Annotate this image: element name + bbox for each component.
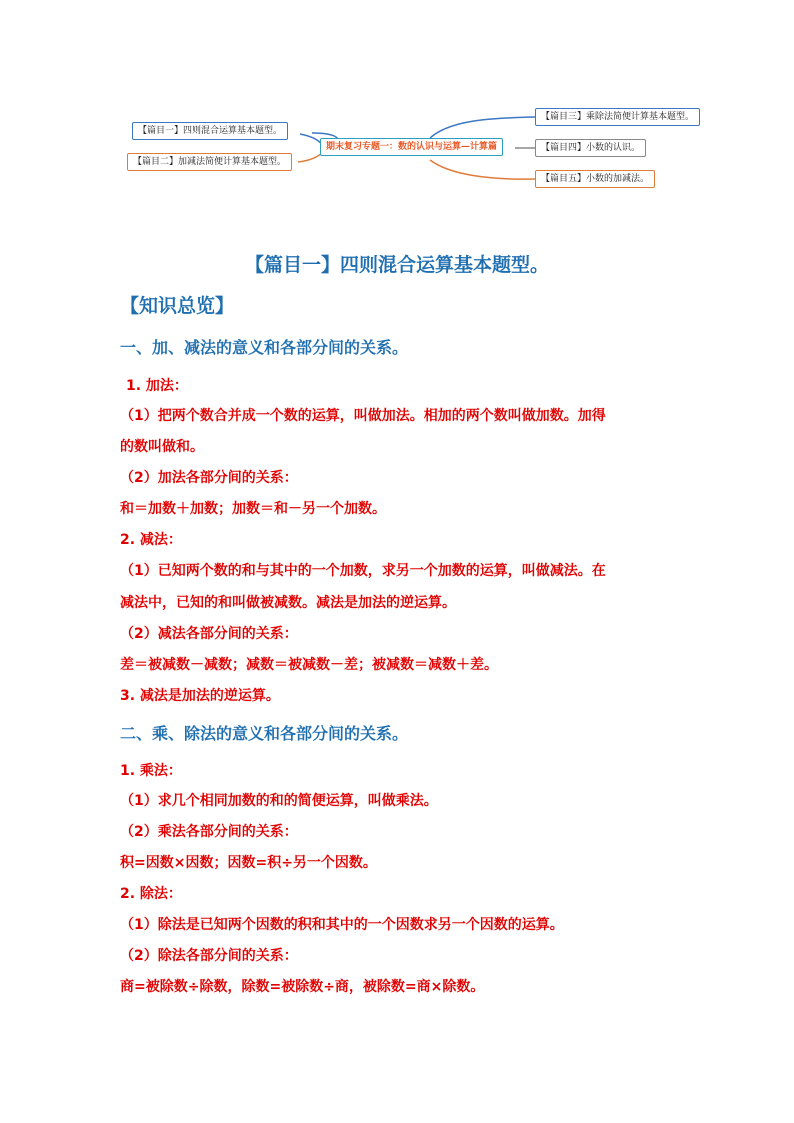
section1-line: 的数叫做和。 [120,439,204,455]
section2-line: （1）除法是已知两个因数的积和其中的一个因数求另一个因数的运算。 [120,917,564,933]
page-title: 【篇目一】四则混合运算基本题型。 [244,254,549,276]
section1-line: 3. 减法是加法的逆运算。 [120,688,280,704]
section2-line: 商=被除数÷除数，除数=被除数÷商，被除数=商×除数。 [120,979,485,995]
section1-line: 2. 减法： [120,532,182,548]
section1-line: （1）已知两个数的和与其中的一个加数，求另一个加数的运算，叫做减法。在 [120,563,606,579]
section2-line: 1. 乘法： [120,763,182,779]
section1-line: （1）把两个数合并成一个数的运算，叫做加法。相加的两个数叫做加数。加得 [120,408,606,424]
mindmap-node-left-1: 【篇目一】四则混合运算基本题型。 [132,122,288,140]
section2-line: （1）求几个相同加数的和的简便运算，叫做乘法。 [120,793,438,809]
connector-right-3 [430,160,535,179]
mindmap-node-right-3: 【篇目五】小数的加减法。 [535,170,655,188]
section1-line: 差＝被减数－减数；减数＝被减数－差；被减数＝减数＋差。 [120,657,498,673]
connector-right-1 [430,117,535,138]
mindmap-center-node: 期末复习专题一：数的认识与运算—计算篇 [320,138,503,156]
mind-map [120,100,720,200]
section1-line: 和＝加数＋加数；加数＝和－另一个加数。 [120,501,386,517]
section-heading-2: 二、乘、除法的意义和各部分间的关系。 [120,724,409,743]
mindmap-node-right-1: 【篇目三】乘除法简便计算基本题型。 [535,108,700,126]
section1-line: 1. 加法： [126,378,188,394]
overview-heading: 【知识总览】 [120,295,235,317]
section2-line: （2）乘法各部分间的关系： [120,824,298,840]
mindmap-node-left-2: 【篇目二】加减法简便计算基本题型。 [127,153,292,171]
section2-line: 积=因数×因数；因数=积÷另一个因数。 [120,855,377,871]
mindmap-node-right-2: 【篇目四】小数的认识。 [535,139,646,157]
section-heading-1: 一、加、减法的意义和各部分间的关系。 [120,338,409,357]
section2-line: 2. 除法： [120,886,182,902]
section1-line: （2）加法各部分间的关系： [120,470,298,486]
section2-line: （2）除法各部分间的关系： [120,948,298,964]
section1-line: （2）减法各部分间的关系： [120,626,298,642]
section1-line: 减法中，已知的和叫做被减数。减法是加法的逆运算。 [120,595,456,611]
